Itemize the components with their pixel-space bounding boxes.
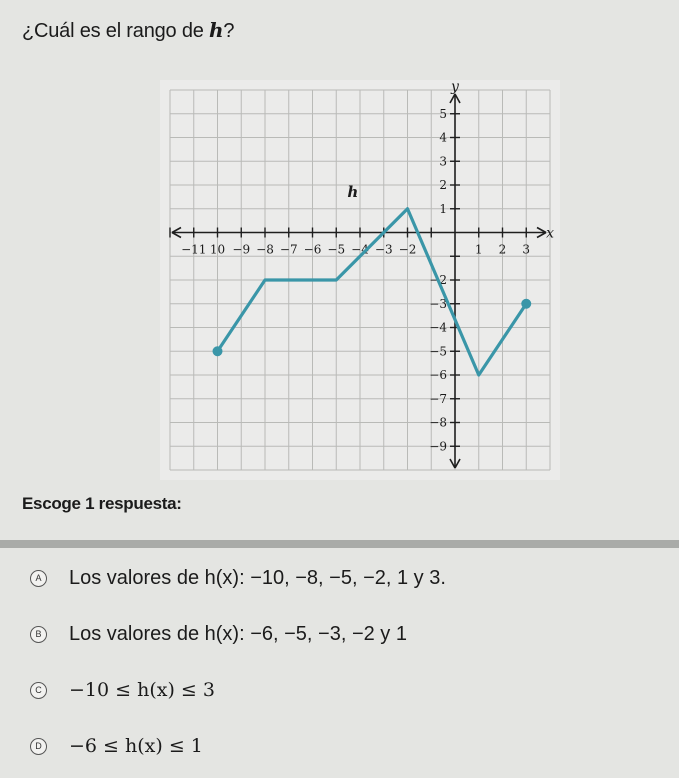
y-tick-label: −7 bbox=[429, 391, 447, 406]
x-tick-label: 2 bbox=[498, 242, 507, 257]
y-axis-label: y bbox=[451, 80, 459, 95]
x-tick-label: −8 bbox=[256, 242, 274, 257]
choice-b[interactable] bbox=[30, 606, 650, 662]
x-tick-label: −2 bbox=[398, 242, 417, 257]
end-point bbox=[521, 299, 531, 309]
x-axis-label: x bbox=[546, 225, 554, 242]
question-variable: h bbox=[209, 18, 224, 42]
x-tick-label: 10 bbox=[209, 242, 226, 257]
y-tick-label: 2 bbox=[439, 178, 447, 192]
y-tick-label: 1 bbox=[439, 201, 447, 216]
y-tick-label: 4 bbox=[439, 130, 447, 145]
choice-c-text: −10 ≤ h(x) ≤ 3 bbox=[69, 679, 215, 701]
choice-c-letter: C bbox=[30, 682, 47, 699]
choose-label: Escoge 1 respuesta: bbox=[22, 494, 182, 513]
choice-a[interactable] bbox=[30, 550, 650, 606]
y-tick-label: −4 bbox=[429, 320, 447, 335]
y-tick-label: −5 bbox=[429, 344, 447, 359]
x-tick-label: −3 bbox=[374, 242, 393, 257]
function-graph bbox=[160, 80, 560, 480]
graph-svg bbox=[160, 80, 560, 480]
y-tick-label: 3 bbox=[439, 154, 447, 169]
choice-b-letter: B bbox=[30, 626, 47, 643]
y-tick-label: 5 bbox=[439, 106, 447, 121]
choice-d[interactable] bbox=[30, 718, 650, 774]
x-tick-label: 3 bbox=[522, 242, 531, 257]
choice-a-text: Los valores de h(x): −10, −8, −5, −2, 1 y 3. bbox=[69, 566, 446, 589]
x-tick-label: −9 bbox=[232, 242, 251, 257]
choice-d-text: −6 ≤ h(x) ≤ 1 bbox=[69, 735, 203, 757]
x-tick-label: −7 bbox=[279, 242, 298, 257]
x-tick-label: 1 bbox=[474, 242, 483, 257]
choice-b-text: Los valores de h(x): −6, −5, −3, −2 y 1 bbox=[69, 622, 407, 645]
x-tick-label: −5 bbox=[327, 242, 346, 257]
choice-c[interactable] bbox=[30, 662, 650, 718]
question-prefix: ¿Cuál es el rango de bbox=[22, 20, 210, 42]
start-point bbox=[213, 346, 223, 356]
choice-d-letter: D bbox=[30, 738, 47, 755]
question-text bbox=[22, 18, 234, 43]
y-tick-label: −3 bbox=[429, 296, 447, 311]
y-tick-label: −2 bbox=[429, 273, 447, 287]
y-tick-label: −8 bbox=[429, 415, 447, 430]
x-tick-label: −11 bbox=[181, 242, 207, 257]
choice-a-letter: A bbox=[30, 570, 47, 587]
y-tick-label: −6 bbox=[429, 368, 447, 382]
function-label: h bbox=[347, 182, 359, 201]
x-tick-label: −4 bbox=[351, 242, 369, 257]
question-suffix: ? bbox=[223, 20, 235, 42]
divider bbox=[0, 540, 679, 548]
y-tick-label: −9 bbox=[429, 439, 447, 454]
x-tick-label: −6 bbox=[303, 242, 322, 257]
answer-choices bbox=[30, 550, 650, 774]
